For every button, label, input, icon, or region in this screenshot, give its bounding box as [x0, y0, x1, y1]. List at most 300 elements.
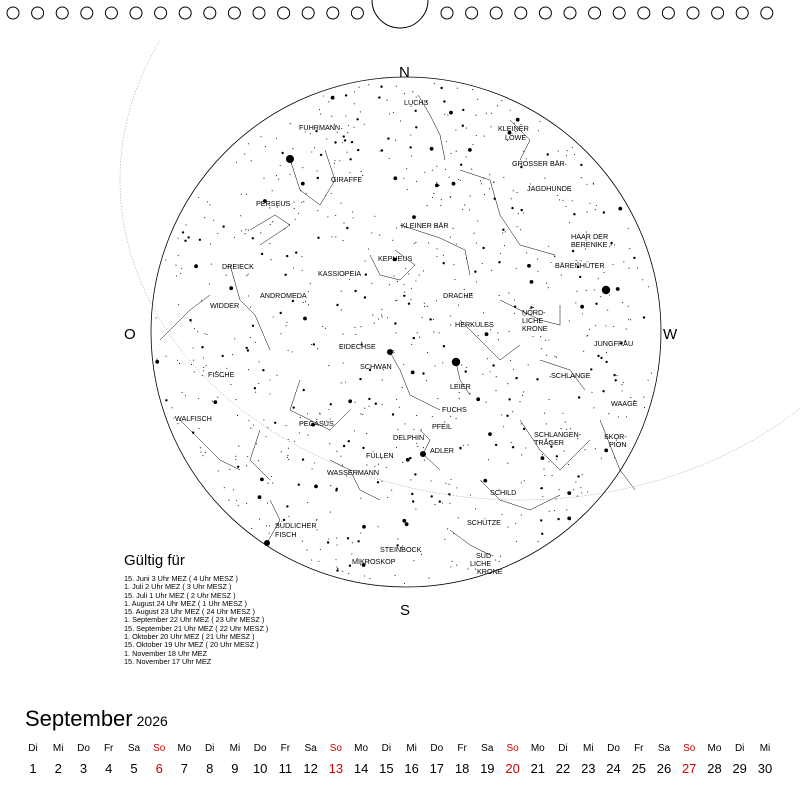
star — [303, 389, 305, 391]
constellation-label: ANDROMEDA — [260, 291, 307, 300]
day-number: 22 — [555, 761, 571, 776]
calendar-day — [373, 743, 399, 776]
star — [476, 397, 480, 401]
constellation-line — [400, 225, 470, 275]
star — [307, 502, 308, 503]
star — [348, 125, 349, 126]
star — [289, 224, 290, 225]
star — [482, 374, 483, 375]
star — [469, 393, 470, 394]
star — [462, 109, 464, 111]
day-number: 26 — [656, 761, 672, 776]
star — [476, 242, 477, 243]
star — [569, 222, 570, 223]
star — [237, 415, 238, 416]
star — [580, 487, 581, 488]
star — [206, 365, 207, 366]
star — [396, 399, 397, 400]
ring-hole — [204, 7, 216, 19]
star — [536, 378, 538, 380]
star — [341, 291, 342, 292]
star — [622, 302, 623, 303]
constellation-label: SKOR- — [604, 432, 627, 441]
constellation-label: KEPHEUS — [378, 254, 413, 263]
star — [314, 147, 315, 148]
star — [246, 347, 248, 349]
legend-line: 1. Oktober 20 Uhr MEZ ( 21 Uhr MESZ ) — [124, 632, 255, 642]
star — [156, 359, 157, 360]
calendar-day — [424, 743, 450, 776]
star — [349, 279, 350, 280]
star — [235, 459, 236, 460]
weekday-label: Sa — [657, 743, 671, 754]
star — [357, 540, 359, 542]
constellation-label: MIKROSKOP — [352, 557, 396, 566]
star — [437, 248, 438, 249]
star — [502, 232, 503, 233]
star — [593, 183, 594, 184]
star — [302, 458, 304, 460]
star — [295, 219, 296, 220]
star — [643, 397, 644, 398]
star — [453, 264, 454, 265]
star — [209, 204, 210, 205]
weekday-label: Fr — [634, 743, 644, 754]
star — [269, 525, 270, 526]
constellation-label: STEINBOCK — [380, 545, 422, 554]
star — [331, 96, 335, 100]
day-number: 30 — [757, 761, 773, 776]
star — [569, 320, 570, 321]
star — [541, 533, 543, 535]
day-number: 14 — [353, 761, 369, 776]
star — [582, 313, 583, 314]
star — [241, 194, 242, 195]
star — [410, 134, 411, 135]
star — [548, 287, 549, 288]
star — [182, 231, 184, 233]
star — [614, 244, 615, 245]
star — [607, 310, 608, 311]
star — [328, 409, 329, 410]
star — [595, 303, 597, 305]
star — [292, 351, 293, 352]
star — [606, 352, 607, 353]
star — [521, 482, 522, 483]
month-name: September — [25, 706, 133, 731]
star — [325, 328, 326, 329]
star — [417, 446, 418, 447]
star — [391, 490, 392, 491]
bright-star — [264, 540, 270, 546]
star — [403, 295, 405, 297]
constellation-line — [180, 420, 240, 470]
weekday-label: Mi — [229, 743, 241, 754]
star — [502, 229, 504, 231]
star — [184, 240, 186, 242]
star — [320, 549, 321, 550]
star — [424, 172, 425, 173]
star — [515, 377, 517, 379]
star — [354, 327, 355, 328]
star — [416, 415, 417, 416]
constellation-label: SCHLANGEN- — [534, 430, 582, 439]
constellation-label: DELPHIN — [393, 433, 425, 442]
star — [287, 455, 288, 456]
calendar-day — [71, 743, 97, 776]
star — [609, 246, 610, 247]
star — [464, 205, 465, 206]
star — [431, 480, 432, 481]
star — [466, 128, 467, 129]
day-number: 23 — [581, 761, 596, 776]
star — [200, 452, 201, 453]
star — [375, 403, 377, 405]
star — [521, 514, 522, 515]
star — [559, 199, 560, 200]
star — [427, 306, 428, 307]
star — [276, 175, 277, 176]
star — [517, 192, 518, 193]
ring-hole — [515, 7, 527, 19]
star — [201, 300, 202, 301]
star — [354, 430, 355, 431]
ring-hole — [589, 7, 601, 19]
star — [430, 147, 434, 151]
star — [431, 495, 433, 497]
star — [457, 88, 458, 89]
star — [272, 190, 273, 191]
star — [171, 407, 172, 408]
star — [573, 213, 575, 215]
star — [372, 315, 373, 316]
star — [210, 244, 211, 245]
horizon-circle — [151, 77, 661, 587]
star — [317, 348, 318, 349]
star — [508, 293, 509, 294]
star — [443, 100, 445, 102]
star — [203, 367, 204, 368]
star — [589, 329, 590, 330]
star — [507, 463, 508, 464]
hanger-notch — [372, 0, 428, 28]
legend-line: 1. August 24 Uhr MEZ ( 1 Uhr MESZ ) — [124, 598, 247, 608]
star — [394, 322, 396, 324]
star — [439, 332, 440, 333]
constellation-label: WALFISCH — [175, 414, 212, 423]
star — [510, 110, 511, 111]
star — [389, 284, 390, 285]
star — [414, 243, 415, 244]
star — [364, 408, 365, 409]
star — [293, 406, 295, 408]
calendar-day — [727, 743, 753, 776]
star — [470, 196, 471, 197]
star — [435, 365, 436, 366]
star — [439, 185, 440, 186]
star — [552, 475, 553, 476]
ring-hole — [105, 7, 117, 19]
star — [589, 203, 590, 204]
calendar-day-sunday — [146, 743, 172, 776]
star — [295, 251, 297, 253]
star — [374, 466, 375, 467]
star — [380, 86, 382, 88]
star — [336, 538, 337, 539]
star — [587, 491, 588, 492]
constellation-label: LICHE — [522, 316, 544, 325]
star — [387, 497, 388, 498]
day-number: 5 — [130, 761, 138, 776]
star — [233, 489, 234, 490]
star — [565, 164, 566, 165]
star — [508, 398, 510, 400]
star — [351, 553, 352, 554]
star — [554, 510, 555, 511]
star — [201, 346, 203, 348]
star — [487, 358, 488, 359]
star — [411, 493, 413, 495]
star — [482, 263, 483, 264]
star — [374, 323, 375, 324]
constellation-label: PERSEUS — [256, 199, 291, 208]
constellation-label: ADLER — [430, 446, 454, 455]
star — [427, 352, 428, 353]
ring-hole — [761, 7, 773, 19]
calendar-day-sunday — [323, 743, 349, 776]
star — [236, 162, 237, 163]
star — [339, 160, 340, 161]
constellation-label: PEGASUS — [299, 419, 334, 428]
star — [256, 443, 257, 444]
star — [327, 541, 329, 543]
star — [581, 177, 582, 178]
star — [177, 423, 178, 424]
star — [628, 268, 629, 269]
star — [334, 163, 335, 164]
star — [380, 151, 381, 152]
day-number: 16 — [404, 761, 419, 776]
star — [271, 476, 272, 477]
star — [603, 272, 604, 273]
constellation-label: FISCH — [275, 530, 297, 539]
star — [395, 332, 396, 333]
star — [316, 529, 317, 530]
ring-hole — [179, 7, 191, 19]
star — [198, 197, 199, 198]
star — [419, 274, 420, 275]
star — [615, 379, 617, 381]
star — [340, 456, 341, 457]
star — [450, 237, 451, 238]
star — [523, 428, 525, 430]
star — [608, 413, 609, 414]
star — [330, 403, 332, 405]
star — [432, 170, 433, 171]
star — [381, 309, 382, 310]
star — [270, 224, 271, 225]
star — [604, 449, 608, 453]
star — [626, 416, 627, 417]
star — [362, 447, 364, 449]
star — [298, 484, 300, 486]
star — [513, 190, 514, 191]
star — [556, 459, 557, 460]
star — [637, 268, 638, 269]
weekday-label: So — [153, 743, 166, 754]
star — [259, 361, 260, 362]
star — [382, 380, 383, 381]
star — [511, 207, 513, 209]
star — [336, 488, 338, 490]
legend-line: 15. Juni 3 Uhr MEZ ( 4 Uhr MESZ ) — [124, 574, 238, 583]
star — [405, 268, 406, 269]
star — [241, 230, 242, 231]
star — [621, 384, 622, 385]
star — [572, 147, 573, 148]
star — [605, 361, 607, 363]
star — [547, 153, 549, 155]
star — [548, 339, 549, 340]
star — [381, 149, 383, 151]
star — [432, 197, 433, 198]
star — [298, 213, 299, 214]
star — [458, 179, 459, 180]
day-number: 11 — [278, 761, 293, 776]
star — [565, 422, 566, 423]
star — [602, 390, 604, 392]
star — [245, 229, 246, 230]
star — [477, 220, 478, 221]
calendar-day — [247, 743, 273, 776]
star — [290, 123, 291, 124]
star — [340, 203, 341, 204]
star — [284, 274, 286, 276]
star — [331, 116, 332, 117]
star — [403, 178, 404, 179]
star — [616, 287, 620, 291]
star — [165, 356, 166, 357]
star — [212, 401, 213, 402]
star — [368, 84, 369, 85]
star — [198, 428, 199, 429]
star — [447, 528, 448, 529]
star — [189, 319, 191, 321]
ring-hole — [228, 7, 240, 19]
star — [211, 264, 212, 265]
star — [301, 256, 302, 257]
star — [365, 260, 366, 261]
star — [436, 300, 437, 301]
star — [485, 332, 489, 336]
star — [424, 306, 425, 307]
star — [194, 371, 195, 372]
star — [456, 565, 457, 566]
calendar-day — [348, 743, 374, 776]
star — [272, 221, 273, 222]
star — [178, 238, 179, 239]
star — [185, 224, 186, 225]
star — [258, 383, 259, 384]
star — [604, 212, 605, 213]
day-number: 25 — [631, 761, 647, 776]
star — [523, 391, 524, 392]
star — [512, 411, 513, 412]
star — [550, 262, 551, 263]
ring-hole — [56, 7, 68, 19]
star — [288, 448, 289, 449]
calendar-day — [96, 743, 122, 776]
constellation-label: KRONE — [522, 324, 548, 333]
star — [488, 432, 492, 436]
star — [347, 537, 349, 539]
constellation-label: FUCHS — [442, 405, 467, 414]
star — [320, 154, 322, 156]
star — [609, 294, 610, 295]
star — [278, 179, 279, 180]
star — [451, 153, 452, 154]
star — [567, 150, 568, 151]
star — [358, 87, 359, 88]
weekday-label: Sa — [127, 743, 141, 754]
star — [511, 442, 512, 443]
star — [612, 264, 613, 265]
star — [496, 376, 497, 377]
weekday-label: So — [506, 743, 519, 754]
constellation-label: LUCHS — [404, 98, 429, 107]
star — [226, 275, 227, 276]
star — [345, 115, 346, 116]
constellation-label: SCHÜTZE — [467, 518, 501, 527]
star — [351, 141, 353, 143]
star — [269, 379, 270, 380]
star — [489, 188, 490, 189]
star — [288, 350, 289, 351]
weekday-label: Mo — [177, 743, 192, 754]
weekday-label: Do — [607, 743, 620, 754]
star — [251, 528, 252, 529]
star — [567, 492, 568, 493]
star — [583, 351, 584, 352]
constellation-line — [290, 150, 335, 205]
star — [516, 268, 517, 269]
legend-line: 15. Juli 1 Uhr MEZ ( 2 Uhr MESZ ) — [124, 590, 236, 600]
star — [556, 455, 558, 457]
star — [610, 242, 612, 244]
constellation-label: PION — [609, 440, 627, 449]
star — [301, 202, 302, 203]
star — [628, 228, 629, 229]
star — [177, 360, 178, 361]
calendar-day-sunday — [676, 743, 702, 776]
star — [362, 525, 366, 529]
star — [393, 350, 394, 351]
star — [280, 165, 281, 166]
star — [587, 335, 588, 336]
star — [544, 178, 545, 179]
star — [460, 180, 461, 181]
star — [346, 227, 348, 229]
star — [364, 124, 365, 125]
star — [378, 319, 379, 320]
star — [263, 419, 264, 420]
star — [548, 461, 549, 462]
star — [476, 135, 477, 136]
star — [568, 464, 569, 465]
star — [395, 140, 396, 141]
star — [486, 113, 487, 114]
bright-star — [286, 155, 294, 163]
